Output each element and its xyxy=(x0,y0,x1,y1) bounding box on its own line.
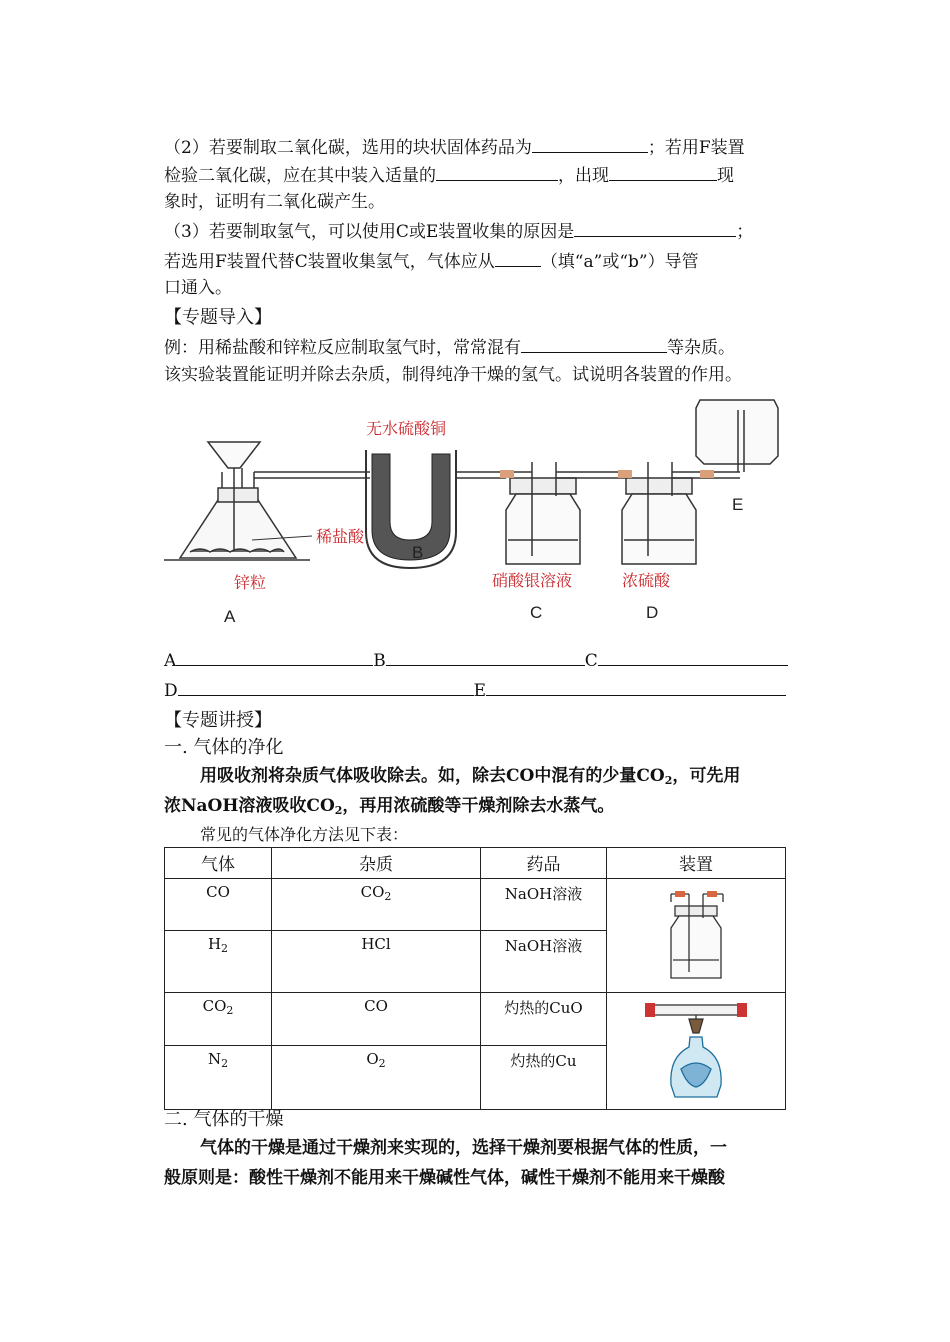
section1-text: ，可先用 xyxy=(672,766,741,786)
q2-line1 xyxy=(164,134,745,160)
th-apparatus: 装置 xyxy=(607,848,786,879)
gas-text: CO xyxy=(202,997,227,1015)
cell-impurity xyxy=(272,879,481,931)
impurity-text: HCl xyxy=(361,935,391,953)
wash-bottle-icon xyxy=(651,886,741,986)
cell-impurity xyxy=(272,1046,481,1110)
q3-text: 若选用F装置代替C装置收集氢气，气体应从 xyxy=(164,252,495,272)
answer-blank[interactable] xyxy=(178,677,474,696)
letter-a: A xyxy=(224,607,236,626)
wash-bottle-c xyxy=(500,462,630,564)
section-heading-intro: 【专题导入】 xyxy=(164,307,272,328)
q3-line2 xyxy=(164,248,699,274)
section1-p1-line2 xyxy=(164,794,614,818)
q2-text: 检验二氧化碳，应在其中装入适量的 xyxy=(164,166,436,186)
label-sulfuric-acid: 浓硫酸 xyxy=(622,571,671,590)
answer-blank[interactable] xyxy=(532,134,648,153)
subscript: 2 xyxy=(334,804,343,817)
th-impurity: 杂质 xyxy=(272,848,481,879)
answer-row-1 xyxy=(164,647,788,673)
section1-p1-line1 xyxy=(200,764,740,788)
section2-title: 二. 气体的干燥 xyxy=(164,1109,284,1130)
collecting-jar-e xyxy=(696,400,778,472)
section2-line1: 气体的干燥是通过干燥剂来实现的，选择干燥剂要根据气体的性质，一 xyxy=(200,1138,727,1158)
section-heading-lecture: 【专题讲授】 xyxy=(164,710,272,731)
label-copper-sulfate: 无水硫酸铜 xyxy=(366,419,447,438)
intro-line1 xyxy=(164,334,735,360)
q2-line2 xyxy=(164,162,734,188)
answer-label: E xyxy=(473,681,487,701)
cell-gas xyxy=(165,931,272,993)
answer-label: D xyxy=(164,681,178,701)
th-reagent: 药品 xyxy=(481,848,607,879)
subscript: 2 xyxy=(221,1057,229,1071)
label-silver-nitrate: 硝酸银溶液 xyxy=(492,571,573,590)
purification-table xyxy=(164,847,786,1110)
gas-text: N xyxy=(207,1050,222,1069)
apparatus-diagram xyxy=(160,392,800,632)
letter-e: E xyxy=(732,495,744,514)
table-intro: 常见的气体净化方法见下表： xyxy=(200,825,409,844)
q2-line3: 象时，证明有二氧化碳产生。 xyxy=(164,192,385,212)
answer-blank[interactable] xyxy=(574,218,736,237)
subscript: 2 xyxy=(221,942,229,955)
q2-text: ，出现 xyxy=(558,166,609,186)
section2-line2: 般原则是：酸性干燥剂不能用来干燥碱性气体，碱性干燥剂不能用来干燥酸 xyxy=(164,1168,725,1188)
q3-text: ； xyxy=(736,222,754,242)
cell-reagent: NaOH溶液 xyxy=(481,879,607,931)
gas-text: H xyxy=(207,935,222,953)
q3-text: （填“a”或“b”）导管 xyxy=(540,252,699,272)
cell-impurity xyxy=(272,931,481,993)
q2-text: （2）若要制取二氧化碳，选用的块状固体药品为 xyxy=(164,138,532,158)
subscript: 2 xyxy=(664,774,673,787)
cell-impurity xyxy=(272,993,481,1046)
subscript: 2 xyxy=(378,1057,386,1071)
q3-text: （3）若要制取氢气，可以使用C或E装置收集的原因是 xyxy=(164,222,575,242)
q2-text: 现 xyxy=(717,166,734,186)
intro-text: 例：用稀盐酸和锌粒反应制取氢气时，常常混有 xyxy=(164,338,521,358)
answer-blank[interactable] xyxy=(436,162,558,181)
cell-apparatus-heated-tube xyxy=(607,993,786,1110)
cell-reagent: 灼热的CuO xyxy=(481,993,607,1046)
section1-title: 一. 气体的净化 xyxy=(164,737,284,758)
q2-text: ；若用F装置 xyxy=(647,138,745,158)
answer-blank[interactable] xyxy=(386,647,585,666)
section1-text: 浓NaOH溶液吸收CO xyxy=(164,796,335,816)
answer-label: B xyxy=(373,651,386,671)
section1-text: 用吸收剂将杂质气体吸收除去。如，除去CO中混有的少量CO xyxy=(200,766,665,786)
intro-text: 等杂质。 xyxy=(667,338,735,358)
label-dilute-hcl: 稀盐酸 xyxy=(316,527,365,546)
letter-d: D xyxy=(646,603,659,622)
impurity-text: CO xyxy=(364,997,388,1015)
q3-line3: 口通入。 xyxy=(164,278,232,298)
answer-blank[interactable] xyxy=(176,647,373,666)
wash-bottle-d xyxy=(618,462,740,564)
answer-blank[interactable] xyxy=(598,647,788,666)
answer-blank[interactable] xyxy=(521,334,667,353)
subscript: 2 xyxy=(384,890,392,903)
table-header-row xyxy=(165,848,786,879)
answer-label: C xyxy=(584,651,598,671)
impurity-text: CO xyxy=(360,883,385,901)
cell-gas xyxy=(165,993,272,1046)
answer-row-2 xyxy=(164,677,786,703)
intro-line2: 该实验装置能证明并除去杂质，制得纯净干燥的氢气。试说明各装置的作用。 xyxy=(164,365,742,385)
q3-line1 xyxy=(164,218,753,244)
answer-blank[interactable] xyxy=(609,162,717,181)
answer-label: A xyxy=(164,651,177,671)
table-row xyxy=(165,879,786,931)
letter-b: B xyxy=(412,543,424,562)
gas-text: CO xyxy=(206,883,230,901)
impurity-text: O xyxy=(366,1050,379,1069)
section1-text: ，再用浓硫酸等干燥剂除去水蒸气。 xyxy=(342,796,615,816)
cell-gas xyxy=(165,1046,272,1110)
table-row xyxy=(165,993,786,1046)
label-zinc: 锌粒 xyxy=(234,573,267,592)
answer-blank[interactable] xyxy=(495,248,541,267)
th-gas: 气体 xyxy=(165,848,272,879)
cell-reagent: NaOH溶液 xyxy=(481,931,607,993)
subscript: 2 xyxy=(226,1004,234,1017)
letter-c: C xyxy=(530,603,543,622)
cell-apparatus-wash-bottle xyxy=(607,879,786,993)
heated-tube-icon xyxy=(641,997,751,1105)
answer-blank[interactable] xyxy=(486,677,786,696)
cell-reagent: 灼热的Cu xyxy=(481,1046,607,1110)
cell-gas xyxy=(165,879,272,931)
u-tube-b xyxy=(366,450,506,568)
